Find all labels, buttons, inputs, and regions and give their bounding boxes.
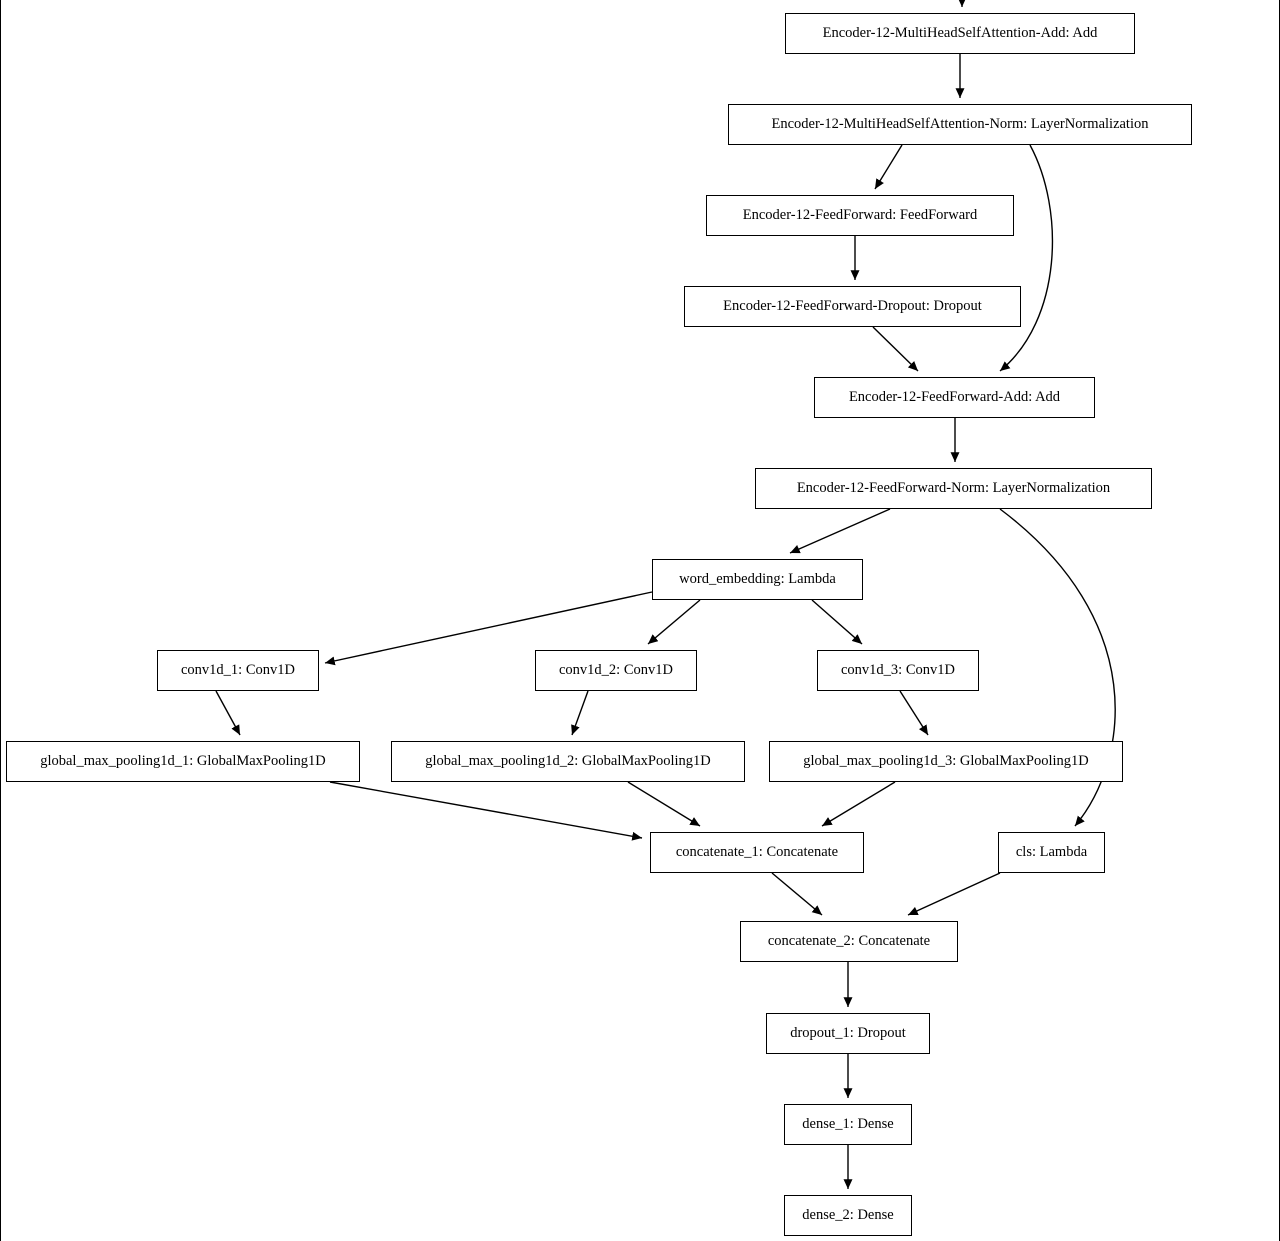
node-global-max-pooling1d-3[interactable]: global_max_pooling1d_3: GlobalMaxPooling1D	[769, 741, 1123, 782]
node-dropout-1[interactable]: dropout_1: Dropout	[766, 1013, 930, 1054]
node-word-embedding[interactable]: word_embedding: Lambda	[652, 559, 863, 600]
node-conv1d-3[interactable]: conv1d_3: Conv1D	[817, 650, 979, 691]
node-concatenate-2[interactable]: concatenate_2: Concatenate	[740, 921, 958, 962]
node-conv1d-1[interactable]: conv1d_1: Conv1D	[157, 650, 319, 691]
node-encoder-12-feedforward-norm[interactable]: Encoder-12-FeedForward-Norm: LayerNormalization	[755, 468, 1152, 509]
node-global-max-pooling1d-1[interactable]: global_max_pooling1d_1: GlobalMaxPooling1D	[6, 741, 360, 782]
node-encoder-12-feedforward-add[interactable]: Encoder-12-FeedForward-Add: Add	[814, 377, 1095, 418]
node-encoder-12-multiheadselfattention-add[interactable]: Encoder-12-MultiHeadSelfAttention-Add: Add	[785, 13, 1135, 54]
node-dense-1[interactable]: dense_1: Dense	[784, 1104, 912, 1145]
node-encoder-12-multiheadselfattention-norm[interactable]: Encoder-12-MultiHeadSelfAttention-Norm: LayerNormalization	[728, 104, 1192, 145]
node-encoder-12-feedforward[interactable]: Encoder-12-FeedForward: FeedForward	[706, 195, 1014, 236]
node-encoder-12-feedforward-dropout[interactable]: Encoder-12-FeedForward-Dropout: Dropout	[684, 286, 1021, 327]
node-global-max-pooling1d-2[interactable]: global_max_pooling1d_2: GlobalMaxPooling1D	[391, 741, 745, 782]
node-cls[interactable]: cls: Lambda	[998, 832, 1105, 873]
node-conv1d-2[interactable]: conv1d_2: Conv1D	[535, 650, 697, 691]
node-concatenate-1[interactable]: concatenate_1: Concatenate	[650, 832, 864, 873]
node-dense-2[interactable]: dense_2: Dense	[784, 1195, 912, 1236]
